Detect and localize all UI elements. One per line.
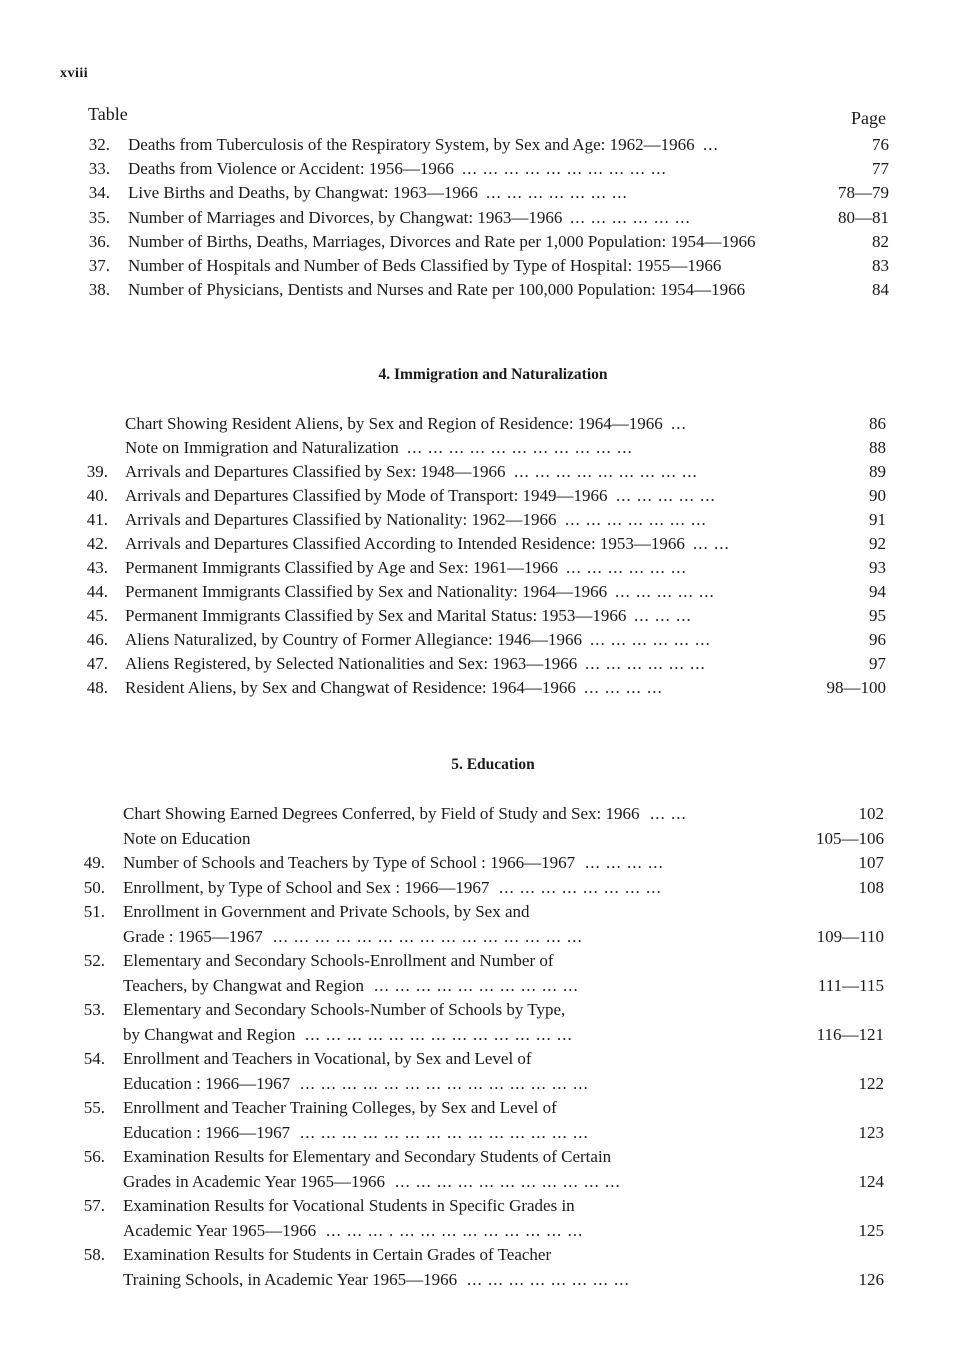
- leader-dots: ... ... ... ... ... ...: [585, 654, 706, 673]
- entry-page: 83: [872, 256, 889, 275]
- entry-title: Training Schools, in Academic Year 1965—1966: [123, 1269, 458, 1289]
- toc-entry[interactable]: [0, 556, 966, 580]
- entry-page: 105—106: [816, 828, 884, 848]
- leader-dots: ... ... ...: [634, 606, 692, 625]
- entry-page: 111—115: [817, 975, 884, 995]
- entry-title: Examination Results for Elementary and Secondary Students of Certain: [123, 1147, 612, 1166]
- entry-page: 84: [872, 280, 889, 300]
- toc-entry[interactable]: [0, 949, 966, 998]
- leader-dots: ... ... ... . ... ... ... ... ... ... ... ... ...: [326, 1220, 584, 1240]
- entry-title: Number of Marriages and Divorces, by Changwat: 1963—1966: [128, 207, 563, 227]
- entry-title: Teachers, by Changwat and Region: [123, 975, 364, 995]
- entry-title: Number of Schools and Teachers by Type of School : 1966—1967: [123, 853, 576, 872]
- entry-page: 109—110: [816, 926, 884, 946]
- toc-entry[interactable]: [0, 1243, 966, 1292]
- entry-title: Permanent Immigrants Classified by Sex and Nationality: 1964—1966: [125, 582, 608, 601]
- toc-entry[interactable]: [0, 254, 966, 278]
- entry-number: 32.: [88, 135, 110, 154]
- entry-number: 35.: [88, 207, 110, 227]
- entry-number: 41.: [86, 510, 108, 529]
- entry-title: Enrollment in Government and Private Schools, by Sex and: [123, 902, 530, 921]
- entry-title: Live Births and Deaths, by Changwat: 1963—1966: [128, 183, 478, 203]
- entry-page: 124: [858, 1171, 884, 1191]
- entry-page: 78—79: [838, 183, 889, 203]
- toc-entry[interactable]: [0, 628, 966, 652]
- toc-entry[interactable]: [0, 998, 966, 1047]
- leader-dots: ... ... ... ... ... ... ... ... ...: [514, 462, 698, 481]
- entry-title: Examination Results for Vocational Students in Specific Grades in: [123, 1196, 575, 1215]
- leader-dots: ... ... ... ... ... ... ... ... ... ...: [462, 159, 667, 179]
- leader-dots: ... ...: [693, 534, 730, 553]
- entry-number: 45.: [86, 606, 108, 625]
- toc-entry[interactable]: [0, 851, 966, 876]
- entry-title: Note on Education: [123, 828, 251, 848]
- entry-number: 52.: [83, 951, 105, 970]
- leader-dots: ... ... ... ... ...: [616, 486, 716, 505]
- entry-page: 98—100: [826, 678, 886, 697]
- entry-page: 116—121: [816, 1024, 884, 1044]
- leader-dots: ... ... ... ... ... ...: [570, 207, 691, 227]
- entry-page: 90: [869, 486, 886, 505]
- leader-dots: ... ... ... ...: [584, 678, 663, 697]
- entry-title: Deaths from Violence or Accident: 1956—1966: [128, 159, 454, 179]
- entry-number: 55.: [83, 1098, 105, 1117]
- entry-number: 56.: [83, 1147, 105, 1166]
- page-column-header: Page: [851, 108, 886, 128]
- leader-dots: ...: [671, 414, 687, 433]
- toc-entry[interactable]: [0, 1047, 966, 1096]
- toc-entry[interactable]: [0, 157, 966, 181]
- leader-dots: ... ... ... ... ... ... ... ... ... ... ... ... ...: [305, 1024, 573, 1044]
- leader-dots: ... ... ... ... ... ... ... ... ... ... ...: [395, 1171, 621, 1191]
- leader-dots: ... ... ... ... ... ... ... ...: [499, 877, 662, 897]
- leader-dots: ... ... ... ... ... ... ... ... ... ... ... ... ... ... ...: [273, 926, 583, 946]
- toc-entry[interactable]: [0, 652, 966, 676]
- entry-page: 76: [872, 135, 889, 154]
- entry-title: Examination Results for Students in Certain Grades of Teacher: [123, 1245, 552, 1264]
- entry-number: 48.: [86, 678, 108, 697]
- entry-number: 34.: [88, 183, 110, 203]
- toc-entry[interactable]: [0, 900, 966, 949]
- leader-dots: ... ... ... ... ... ... ... ... ... ... ... ... ... ...: [300, 1122, 589, 1142]
- entry-title: Enrollment and Teachers in Vocational, by Sex and Level of: [123, 1049, 532, 1068]
- entry-page: 91: [869, 510, 886, 529]
- entry-page: 122: [858, 1073, 884, 1093]
- entry-title: Chart Showing Resident Aliens, by Sex and Region of Residence: 1964—1966: [125, 414, 663, 433]
- entry-title: Number of Hospitals and Number of Beds Classified by Type of Hospital: 1955—1966: [128, 256, 722, 275]
- entry-page: 77: [872, 159, 889, 179]
- entry-number: 39.: [86, 462, 108, 481]
- leader-dots: ... ... ... ...: [585, 853, 664, 872]
- leader-dots: ... ... ... ... ... ... ...: [565, 510, 707, 529]
- entry-title: Arrivals and Departures Classified by Sex: 1948—1966: [125, 462, 506, 481]
- toc-entry[interactable]: [0, 278, 966, 302]
- entry-number: 46.: [86, 630, 108, 649]
- entry-number: 47.: [86, 654, 108, 673]
- toc-entry[interactable]: [0, 508, 966, 532]
- toc-entry[interactable]: [0, 133, 966, 157]
- entry-title: Aliens Registered, by Selected Nationalities and Sex: 1963—1966: [125, 654, 578, 673]
- leader-dots: ... ...: [650, 804, 687, 823]
- leader-dots: ... ... ... ... ... ... ... ... ... ... ...: [407, 438, 633, 457]
- entry-title: Enrollment, by Type of School and Sex : 1966—1967: [123, 877, 490, 897]
- entry-number: 57.: [83, 1196, 105, 1215]
- entry-title: Chart Showing Earned Degrees Conferred, by Field of Study and Sex: 1966: [123, 804, 640, 823]
- toc-entry[interactable]: [0, 181, 966, 205]
- entry-number: 36.: [88, 231, 110, 251]
- toc-entry[interactable]: [0, 532, 966, 556]
- toc-entry[interactable]: [0, 580, 966, 604]
- entry-title: Number of Physicians, Dentists and Nurses and Rate per 100,000 Population: 1954—1966: [128, 280, 746, 300]
- entry-page: 102: [858, 804, 884, 823]
- entry-number: 53.: [83, 1000, 105, 1019]
- entry-page: 123: [858, 1122, 884, 1142]
- entry-page: 97: [869, 654, 886, 673]
- leader-dots: ... ... ... ... ... ... ...: [486, 183, 628, 203]
- entry-title: Education : 1966—1967: [123, 1073, 291, 1093]
- entry-title: by Changwat and Region: [123, 1024, 296, 1044]
- leader-dots: ... ... ... ... ...: [615, 582, 715, 601]
- entry-page: 89: [869, 462, 886, 481]
- entry-title: Deaths from Tuberculosis of the Respiratory System, by Sex and Age: 1962—1966: [128, 135, 695, 154]
- leader-dots: ...: [703, 135, 719, 154]
- entry-number: 33.: [88, 159, 110, 179]
- entry-page: 92: [869, 534, 886, 553]
- entry-title: Resident Aliens, by Sex and Changwat of Residence: 1964—1966: [125, 678, 576, 697]
- entry-number: 43.: [86, 558, 108, 577]
- leader-dots: ... ... ... ... ... ... ... ...: [467, 1269, 630, 1289]
- toc-entry[interactable]: [0, 827, 966, 852]
- entry-title: Elementary and Secondary Schools-Enrollment and Number of: [123, 951, 554, 970]
- toc-entry[interactable]: [0, 676, 966, 700]
- page-number: xviii: [60, 66, 89, 81]
- toc-entry[interactable]: [0, 436, 966, 460]
- toc-entry[interactable]: [0, 206, 966, 230]
- entry-title: Grade : 1965—1967: [123, 926, 263, 946]
- entry-number: 49.: [83, 853, 105, 872]
- toc-entry[interactable]: [0, 876, 966, 901]
- entry-title: Elementary and Secondary Schools-Number of Schools by Type,: [123, 1000, 566, 1019]
- entry-page: 80—81: [838, 207, 889, 227]
- entry-page: 108: [858, 877, 884, 897]
- entry-title: Academic Year 1965—1966: [123, 1220, 317, 1240]
- entry-title: Number of Births, Deaths, Marriages, Divorces and Rate per 1,000 Population: 1954—1966: [128, 231, 756, 251]
- table-column-header: Table: [88, 104, 128, 124]
- entry-number: 38.: [88, 280, 110, 300]
- entry-title: Permanent Immigrants Classified by Sex and Marital Status: 1953—1966: [125, 606, 627, 625]
- entry-title: Arrivals and Departures Classified by Mode of Transport: 1949—1966: [125, 486, 608, 505]
- entry-page: 82: [872, 231, 889, 251]
- entry-page: 88: [869, 438, 886, 457]
- entry-page: 93: [869, 558, 886, 577]
- entry-title: Arrivals and Departures Classified by Nationality: 1962—1966: [125, 510, 557, 529]
- entry-number: 51.: [83, 902, 105, 921]
- toc-entry[interactable]: [0, 460, 966, 484]
- entry-title: Arrivals and Departures Classified According to Intended Residence: 1953—1966: [125, 534, 685, 553]
- toc-entry[interactable]: [0, 604, 966, 628]
- entry-title: Note on Immigration and Naturalization: [125, 438, 399, 457]
- entry-title: Grades in Academic Year 1965—1966: [123, 1171, 386, 1191]
- toc-entry[interactable]: [0, 484, 966, 508]
- toc-entry[interactable]: [0, 230, 966, 254]
- entry-title: Education : 1966—1967: [123, 1122, 291, 1142]
- entry-number: 42.: [86, 534, 108, 553]
- entry-page: 125: [858, 1220, 884, 1240]
- entry-page: 94: [869, 582, 886, 601]
- leader-dots: ... ... ... ... ... ... ... ... ... ...: [374, 975, 579, 995]
- toc-entry[interactable]: [0, 412, 966, 436]
- entry-page: 107: [858, 853, 884, 872]
- entry-number: 58.: [83, 1245, 105, 1264]
- entry-page: 96: [869, 630, 886, 649]
- entry-title: Aliens Naturalized, by Country of Former Allegiance: 1946—1966: [125, 630, 583, 649]
- entry-number: 54.: [83, 1049, 105, 1068]
- toc-entry[interactable]: [0, 1194, 966, 1243]
- leader-dots: ... ... ... ... ... ... ... ... ... ... ... ... ... ...: [300, 1073, 589, 1093]
- entry-page: 95: [869, 606, 886, 625]
- toc-entry[interactable]: [0, 802, 966, 827]
- entry-number: 40.: [86, 486, 108, 505]
- section-heading-immigration: 4. Immigration and Naturalization: [378, 366, 608, 383]
- entry-number: 37.: [88, 256, 110, 275]
- leader-dots: ... ... ... ... ... ...: [590, 630, 711, 649]
- section-heading-education: 5. Education: [451, 756, 535, 773]
- entry-page: 86: [869, 414, 886, 433]
- toc-entry[interactable]: [0, 1145, 966, 1194]
- entry-number: 44.: [86, 582, 108, 601]
- leader-dots: ... ... ... ... ... ...: [566, 558, 687, 577]
- entry-title: Permanent Immigrants Classified by Age and Sex: 1961—1966: [125, 558, 558, 577]
- toc-entry[interactable]: [0, 1096, 966, 1145]
- entry-page: 126: [858, 1269, 884, 1289]
- entry-number: 50.: [83, 877, 105, 897]
- entry-title: Enrollment and Teacher Training Colleges, by Sex and Level of: [123, 1098, 557, 1117]
